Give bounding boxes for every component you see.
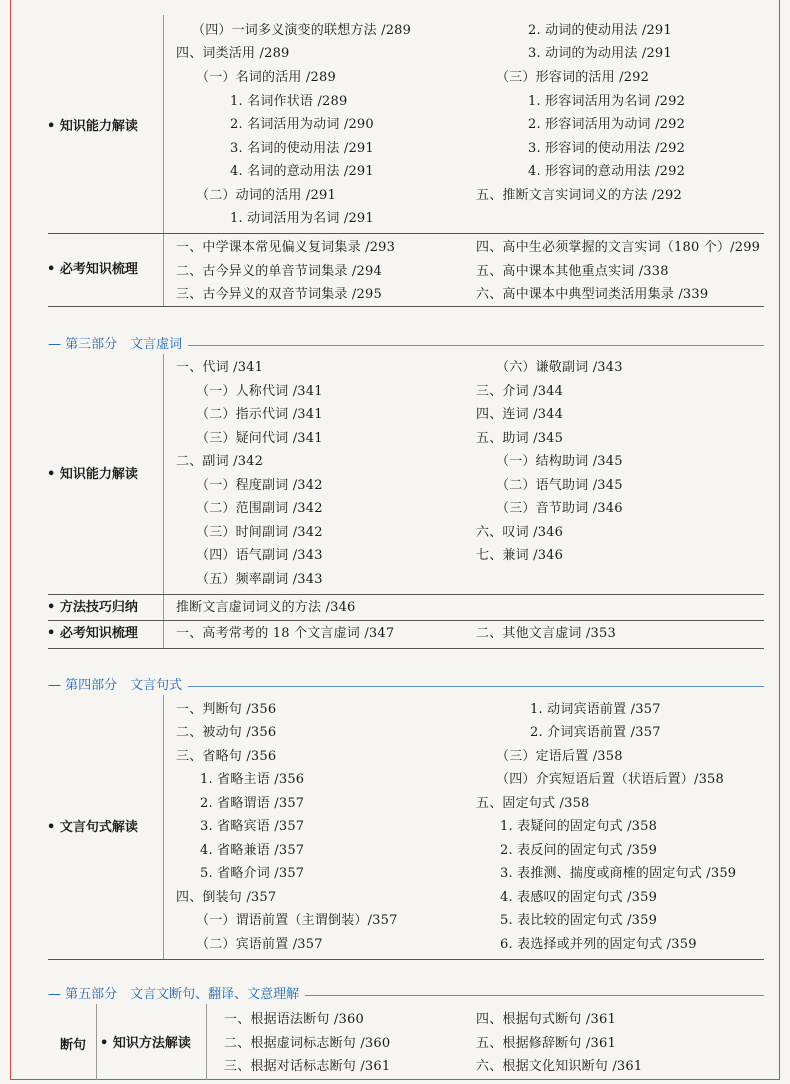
section-label: • 知识方法解读 [100, 1036, 191, 1051]
toc-entry: 四、词类活用 /289 [176, 46, 290, 61]
toc-entry: 5. 省略介词 /357 [200, 866, 305, 881]
toc-entry: （一）程度副词 /342 [196, 478, 323, 493]
column-divider [163, 354, 164, 594]
toc-entry: 一、高考常考的 18 个文言虚词 /347 [176, 626, 395, 641]
toc-entry: 2. 形容词活用为动词 /292 [528, 117, 686, 132]
toc-entry: （三）时间副词 /342 [196, 525, 323, 540]
toc-entry: （三）定语后置 /358 [496, 749, 623, 764]
row-divider [48, 620, 764, 621]
toc-entry: 四、根据句式断句 /361 [476, 1012, 616, 1027]
toc-entry: 推断文言虚词词义的方法 /346 [176, 600, 356, 615]
toc-entry: （二）动词的活用 /291 [196, 188, 336, 203]
toc-entry: （一）名词的活用 /289 [196, 70, 336, 85]
toc-entry: 二、古今异义的单音节词集录 /294 [176, 264, 382, 279]
toc-entry: 四、连词 /344 [476, 407, 564, 422]
row-divider [48, 648, 764, 649]
row-divider [48, 594, 764, 595]
toc-entry: （二）宾语前置 /357 [196, 937, 323, 952]
section-label: • 必考知识梳理 [47, 262, 138, 277]
toc-entry: （一）结构助词 /345 [496, 454, 623, 469]
toc-entry: （五）频率副词 /343 [196, 572, 323, 587]
toc-entry: 4. 表感叹的固定句式 /359 [500, 890, 658, 905]
toc-entry: 1. 表疑问的固定句式 /358 [500, 819, 658, 834]
part-title-text: 第五部分 文言文断句、翻译、文意理解 [65, 987, 300, 1002]
toc-entry: （二）范围副词 /342 [196, 501, 323, 516]
toc-entry: 3. 动词的为动用法 /291 [528, 46, 672, 61]
toc-entry: 5. 表比较的固定句式 /359 [500, 913, 658, 928]
toc-entry: 3. 形容词的使动用法 /292 [528, 141, 686, 156]
toc-entry: 三、根据对话标志断句 /361 [224, 1059, 391, 1074]
toc-entry: （二）指示代词 /341 [196, 407, 323, 422]
toc-entry: 三、省略句 /356 [176, 749, 277, 764]
toc-entry: 五、根据修辞断句 /361 [476, 1036, 616, 1051]
toc-entry: 五、助词 /345 [476, 431, 564, 446]
toc-entry: 四、高中生必须掌握的文言实词（180 个）/299 [476, 240, 761, 255]
toc-entry: （一）谓语前置（主谓倒装）/357 [196, 913, 398, 928]
toc-entry: 2. 省略谓语 /357 [200, 796, 305, 811]
toc-entry: 六、叹词 /346 [476, 525, 564, 540]
toc-entry: 4. 名词的意动用法 /291 [230, 164, 374, 179]
section-label: • 文言句式解读 [47, 820, 138, 835]
toc-entry: 4. 省略兼语 /357 [200, 843, 305, 858]
part-title: — 第五部分 文言文断句、翻译、文意理解 [48, 986, 305, 1004]
section-label: • 方法技巧归纳 [47, 600, 138, 615]
column-divider [96, 1004, 97, 1080]
column-divider [163, 234, 164, 306]
toc-entry: 三、介词 /344 [476, 384, 564, 399]
toc-entry: 2. 表反问的固定句式 /359 [500, 843, 658, 858]
toc-entry: 三、古今异义的双音节词集录 /295 [176, 287, 382, 302]
row-divider [48, 233, 764, 234]
toc-entry: （一）人称代词 /341 [196, 384, 323, 399]
section-label: • 必考知识梳理 [47, 626, 138, 641]
section-label: • 知识能力解读 [47, 467, 138, 482]
part-title: — 第四部分 文言句式 [48, 677, 188, 695]
toc-entry: 五、固定句式 /358 [476, 796, 590, 811]
column-divider [163, 621, 164, 648]
toc-entry: 1. 省略主语 /356 [200, 772, 305, 787]
toc-entry: 一、根据语法断句 /360 [224, 1012, 364, 1027]
toc-entry: （三）疑问代词 /341 [196, 431, 323, 446]
toc-entry: 六、高中课本中典型词类活用集录 /339 [476, 287, 709, 302]
toc-entry: 4. 形容词的意动用法 /292 [528, 164, 686, 179]
toc-entry: （四）语气副词 /343 [196, 548, 323, 563]
toc-entry: 二、其他文言虚词 /353 [476, 626, 616, 641]
toc-entry: 2. 介词宾语前置 /357 [530, 725, 661, 740]
toc-entry: （三）音节助词 /346 [496, 501, 623, 516]
toc-entry: （六）谦敬副词 /343 [496, 360, 623, 375]
group-label: 断句 [60, 1038, 87, 1053]
toc-entry: 3. 名词的使动用法 /291 [230, 141, 374, 156]
toc-entry: 1. 名词作状语 /289 [230, 94, 348, 109]
toc-entry: （四）一词多义演变的联想方法 /289 [192, 23, 412, 38]
toc-entry: （二）语气助词 /345 [496, 478, 623, 493]
toc-entry: 6. 表选择或并列的固定句式 /359 [500, 937, 697, 952]
toc-entry: 七、兼词 /346 [476, 548, 564, 563]
part-title: — 第三部分 文言虚词 [48, 336, 188, 354]
toc-entry: 2. 动词的使动用法 /291 [528, 23, 672, 38]
section-label: • 知识能力解读 [47, 119, 138, 134]
part-title-text: 第四部分 文言句式 [65, 678, 183, 693]
toc-entry: 五、推断文言实词词义的方法 /292 [476, 188, 682, 203]
toc-entry: 2. 名词活用为动词 /290 [230, 117, 374, 132]
part-title-text: 第三部分 文言虚词 [65, 337, 183, 352]
toc-entry: 一、中学课本常见偏义复词集录 /293 [176, 240, 396, 255]
toc-entry: 六、根据文化知识断句 /361 [476, 1059, 643, 1074]
toc-entry: 二、根据虚词标志断句 /360 [224, 1036, 391, 1051]
column-divider [163, 595, 164, 620]
toc-entry: 一、判断句 /356 [176, 702, 277, 717]
column-divider [206, 1004, 207, 1080]
toc-entry: （四）介宾短语后置（状语后置）/358 [496, 772, 724, 787]
toc-entry: 3. 省略宾语 /357 [200, 819, 305, 834]
toc-entry: 五、高中课本其他重点实词 /338 [476, 264, 669, 279]
toc-entry: 1. 形容词活用为名词 /292 [528, 94, 686, 109]
column-divider [163, 695, 164, 959]
toc-entry: 四、倒装句 /357 [176, 890, 277, 905]
toc-entry: 二、被动句 /356 [176, 725, 277, 740]
row-divider [48, 959, 764, 960]
toc-entry: （三）形容词的活用 /292 [496, 70, 650, 85]
toc-entry: 1. 动词活用为名词 /291 [230, 211, 374, 226]
toc-entry: 3. 表推测、揣度或商榷的固定句式 /359 [500, 866, 737, 881]
toc-entry: 一、代词 /341 [176, 360, 264, 375]
toc-entry: 1. 动词宾语前置 /357 [530, 702, 661, 717]
column-divider [163, 15, 164, 233]
toc-entry: 二、副词 /342 [176, 454, 264, 469]
row-divider [48, 306, 764, 307]
